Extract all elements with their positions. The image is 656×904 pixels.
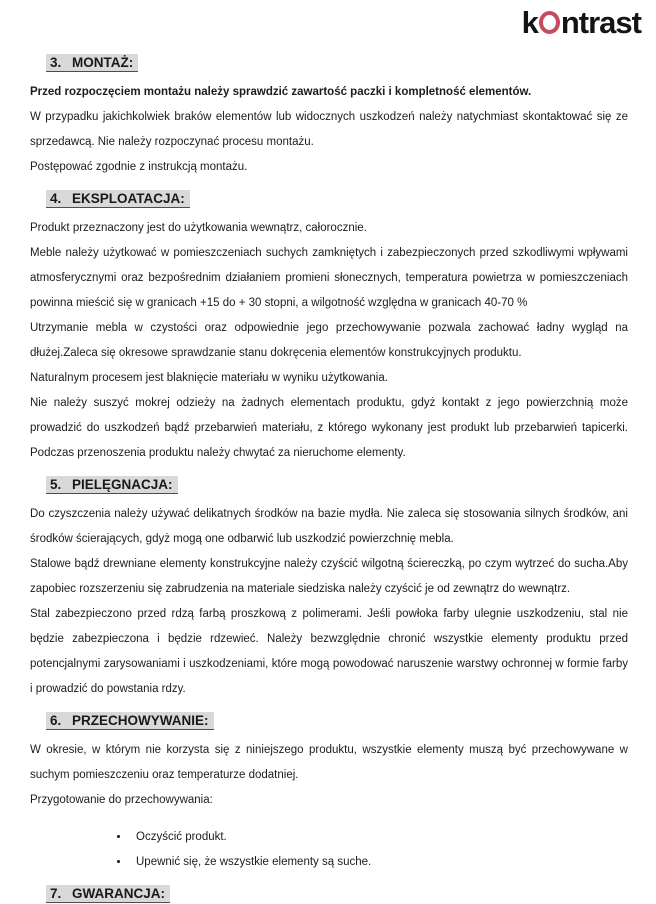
paragraph: W przypadku jakichkolwiek braków elementów lub widocznych uszkodzeń należy natychmiast skontaktować się ze sprzedawcą. Nie należy rozpoczynać procesu montażu. [30,111,628,148]
section-heading-gwarancja [46,884,628,904]
heading-highlight [46,885,170,903]
logo-text-k: k [521,5,538,40]
section-heading-pielegnacja [46,475,628,495]
heading-highlight [46,476,178,494]
paragraph: Nie należy suszyć mokrej odzieży na żadnych elementach produktu, gdyż kontakt z jego powierzchnią może prowadzić do uszkodzeń bądź przebarwień materiału, z którego wykonany jest produkt lub przebarwień tapicerki. Podczas przenoszenia produktu należy chwytać za nieruchome elementy. [30,397,628,459]
heading-highlight [46,190,190,208]
section-eksploatacja [30,189,628,466]
paragraph: Stalowe bądź drewniane elementy konstrukcyjne należy czyścić wilgotną ściereczką, po czym wytrzeć do sucha.Aby zapobiec rozszerzeniu się zabrudzenia na materiale siedziska należy czyścić je od zewnątrz do wewnątrz. [30,558,628,595]
heading-number: 5. [50,477,62,492]
paragraph: Do czyszczenia należy używać delikatnych środków na bazie mydła. Nie zaleca się stosowania silnych środków, ani środków ścierających, gdyż mogą one odbarwić lub uszkodzić powierzchnię mebla. [30,508,628,545]
section-heading-montaz [46,53,628,73]
heading-title: MONTAŻ: [72,55,134,70]
paragraph: Naturalnym procesem jest blaknięcie materiału w wyniku użytkowania. [30,372,388,384]
heading-title: PRZECHOWYWANIE: [72,713,209,728]
heading-title: EKSPLOATACJA: [72,191,185,206]
logo-text-rest: ntrast [560,5,641,40]
heading-number: 4. [50,191,62,206]
heading-number: 7. [50,886,62,901]
paragraph: W okresie, w którym nie korzysta się z niniejszego produktu, wszystkie elementy muszą być przechowywane w suchym pomieszczeniu oraz temperaturze dodatniej. [30,744,628,781]
heading-number: 6. [50,713,62,728]
heading-title: PIELĘGNACJA: [72,477,173,492]
list-item: • Upewnić się, że wszystkie elementy są suche. [130,850,628,875]
paragraph: Meble należy użytkować w pomieszczeniach suchych zamkniętych i zabezpieczonych przed szkodliwymi wpływami atmosferycznymi oraz bezpośrednim działaniem promieni słonecznych, temperatura powietrza w pomieszczeniach powinna mieścić się w granicach +15 do + 30 stopni, a wilgotność względna w granicach 40-70 % [30,247,628,309]
storage-preparation-list [30,825,628,875]
section-gwarancja [30,884,628,904]
heading-highlight [46,54,138,72]
paragraph: Postępować zgodnie z instrukcją montażu. [30,161,248,173]
paragraph: Przed rozpoczęciem montażu należy sprawdzić zawartość paczki i kompletność elementów. [30,86,532,98]
section-pielegnacja [30,475,628,702]
section-heading-eksploatacja [46,189,628,209]
heading-title: GWARANCJA: [72,886,165,901]
paragraph: Utrzymanie mebla w czystości oraz odpowiednie jego przechowywanie pozwala zachować ładny wygląd na dłużej.Zaleca się okresowe sprawdzanie stanu dokręcenia elementów konstrukcyjnych produktu. [30,322,628,359]
kontrast-logo [522,4,641,42]
list-item: • Oczyścić produkt. [130,825,628,850]
heading-number: 3. [50,55,62,70]
paragraph: Przygotowanie do przechowywania: [30,794,213,806]
paragraph: Stal zabezpieczono przed rdzą farbą proszkową z polimerami. Jeśli powłoka farby ulegnie uszkodzeniu, stal nie będzie zabezpieczona i będzie rdzewieć. Należy bezwzględnie chronić wszystkie elementy produktu przed potencjalnymi zarysowaniami i uszkodzeniami, które mogą powodować naruszenie warstwy ochronnej w formie farby i prowadzić do powstania rdzy. [30,608,628,695]
section-montaz [30,53,628,180]
logo-o-ring-icon [539,11,560,34]
heading-highlight [46,712,214,730]
section-heading-przechowywanie [46,711,628,731]
paragraph: Produkt przeznaczony jest do użytkowania wewnątrz, całorocznie. [30,222,367,234]
section-przechowywanie [30,711,628,875]
